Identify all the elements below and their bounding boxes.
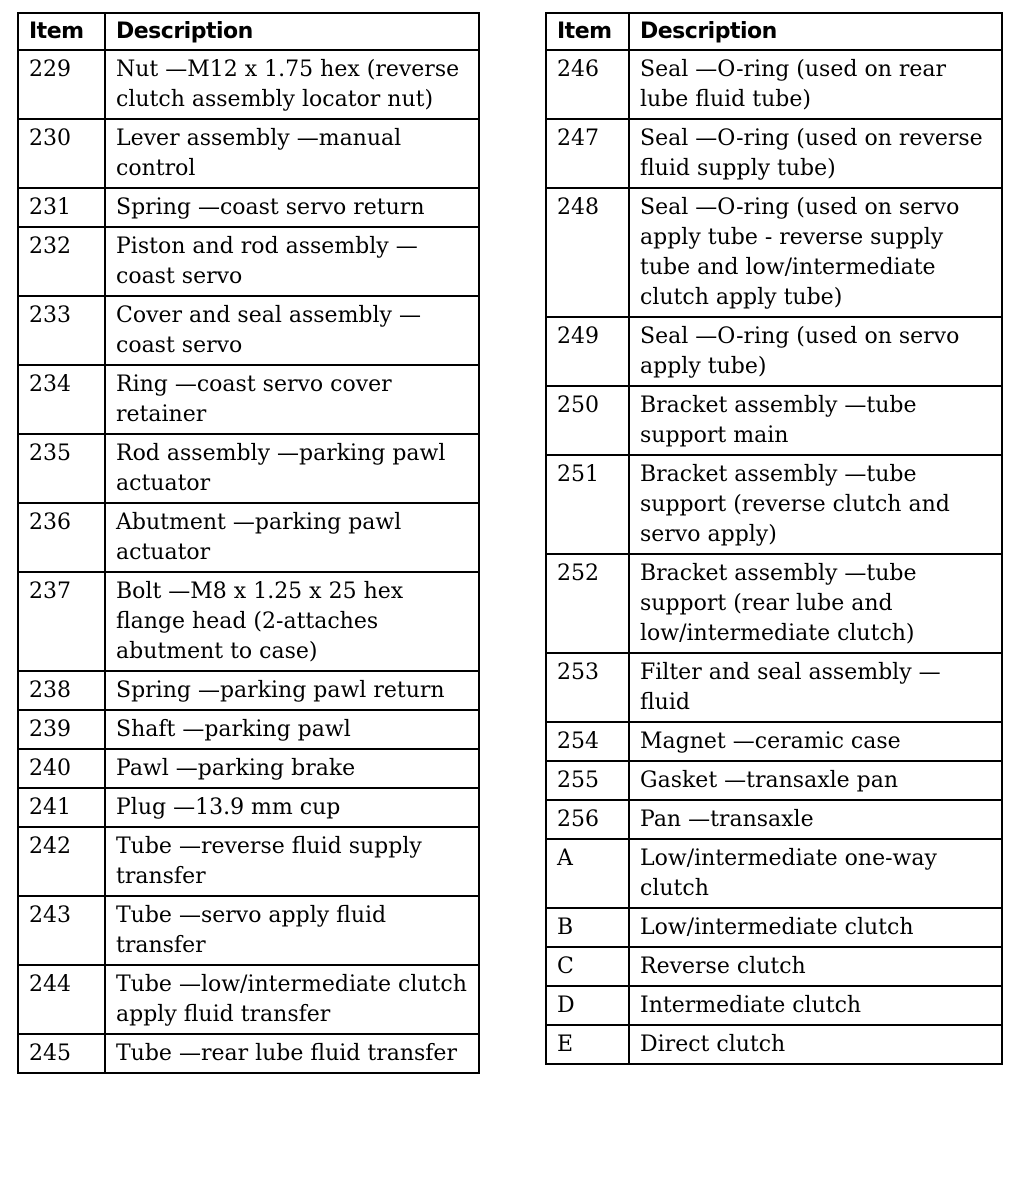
table-row: [546, 119, 1002, 188]
item-number: 254: [546, 722, 629, 761]
table-row: [18, 788, 479, 827]
column-header-item: Item: [18, 13, 105, 50]
item-description: Tube —servo apply fluid transfer: [105, 896, 479, 965]
item-number: E: [546, 1025, 629, 1064]
item-number: 241: [18, 788, 105, 827]
item-number: 253: [546, 653, 629, 722]
item-number: 243: [18, 896, 105, 965]
item-number: 244: [18, 965, 105, 1034]
item-description: Rod assembly —parking pawl actuator: [105, 434, 479, 503]
item-description: Bracket assembly —tube support main: [629, 386, 1002, 455]
item-description: Magnet —ceramic case: [629, 722, 1002, 761]
table-row: [546, 908, 1002, 947]
item-number: 250: [546, 386, 629, 455]
item-number: D: [546, 986, 629, 1025]
item-description: Tube —rear lube fluid transfer: [105, 1034, 479, 1073]
item-description: Plug —13.9 mm cup: [105, 788, 479, 827]
item-description: Pawl —parking brake: [105, 749, 479, 788]
parts-table-right: [545, 12, 1003, 1065]
item-description: Piston and rod assembly — coast servo: [105, 227, 479, 296]
item-description: Gasket —transaxle pan: [629, 761, 1002, 800]
item-description: Direct clutch: [629, 1025, 1002, 1064]
item-description: Seal —O-ring (used on servo apply tube - reverse supply tube and low/intermediate clutch apply tube): [629, 188, 1002, 317]
item-number: 229: [18, 50, 105, 119]
table-row: [546, 386, 1002, 455]
item-number: 255: [546, 761, 629, 800]
item-number: 239: [18, 710, 105, 749]
item-description: Spring —coast servo return: [105, 188, 479, 227]
item-number: 234: [18, 365, 105, 434]
item-number: C: [546, 947, 629, 986]
item-description: Bracket assembly —tube support (reverse clutch and servo apply): [629, 455, 1002, 554]
item-number: 256: [546, 800, 629, 839]
item-description: Seal —O-ring (used on servo apply tube): [629, 317, 1002, 386]
column-header-description: Description: [105, 13, 479, 50]
item-number: 249: [546, 317, 629, 386]
item-description: Abutment —parking pawl actuator: [105, 503, 479, 572]
item-description: Spring —parking pawl return: [105, 671, 479, 710]
table-row: [18, 827, 479, 896]
item-description: Intermediate clutch: [629, 986, 1002, 1025]
table-row: [546, 455, 1002, 554]
item-description: Bolt —M8 x 1.25 x 25 hex flange head (2-attaches abutment to case): [105, 572, 479, 671]
item-description: Lever assembly —manual control: [105, 119, 479, 188]
table-row: [18, 188, 479, 227]
table-row: [546, 50, 1002, 119]
item-number: 233: [18, 296, 105, 365]
table-row: [18, 119, 479, 188]
item-description: Seal —O-ring (used on reverse fluid supply tube): [629, 119, 1002, 188]
table-row: [18, 434, 479, 503]
item-description: Cover and seal assembly — coast servo: [105, 296, 479, 365]
item-number: 252: [546, 554, 629, 653]
table-row: [18, 965, 479, 1034]
table-row: [546, 1025, 1002, 1064]
item-number: 235: [18, 434, 105, 503]
item-number: A: [546, 839, 629, 908]
table-row: [546, 800, 1002, 839]
item-number: 231: [18, 188, 105, 227]
item-number: B: [546, 908, 629, 947]
table-row: [546, 986, 1002, 1025]
item-description: Pan —transaxle: [629, 800, 1002, 839]
table-row: [18, 296, 479, 365]
item-number: 246: [546, 50, 629, 119]
item-description: Reverse clutch: [629, 947, 1002, 986]
item-number: 230: [18, 119, 105, 188]
table-row: [18, 710, 479, 749]
item-description: Bracket assembly —tube support (rear lube and low/intermediate clutch): [629, 554, 1002, 653]
column-header-item: Item: [546, 13, 629, 50]
table-row: [18, 50, 479, 119]
item-number: 248: [546, 188, 629, 317]
item-number: 247: [546, 119, 629, 188]
item-number: 236: [18, 503, 105, 572]
table-row: [546, 839, 1002, 908]
table-row: [546, 188, 1002, 317]
table-row: [546, 554, 1002, 653]
table-row: [18, 1034, 479, 1073]
item-number: 251: [546, 455, 629, 554]
item-description: Nut —M12 x 1.75 hex (reverse clutch assembly locator nut): [105, 50, 479, 119]
item-number: 245: [18, 1034, 105, 1073]
table-row: [546, 317, 1002, 386]
item-description: Low/intermediate one-way clutch: [629, 839, 1002, 908]
item-description: Seal —O-ring (used on rear lube fluid tube): [629, 50, 1002, 119]
item-description: Low/intermediate clutch: [629, 908, 1002, 947]
table-row: [546, 653, 1002, 722]
item-description: Filter and seal assembly — fluid: [629, 653, 1002, 722]
table-row: [18, 896, 479, 965]
item-description: Tube —reverse fluid supply transfer: [105, 827, 479, 896]
header-row: [18, 13, 479, 50]
item-description: Tube —low/intermediate clutch apply fluid transfer: [105, 965, 479, 1034]
item-description: Ring —coast servo cover retainer: [105, 365, 479, 434]
item-number: 240: [18, 749, 105, 788]
item-description: Shaft —parking pawl: [105, 710, 479, 749]
item-number: 242: [18, 827, 105, 896]
table-row: [18, 227, 479, 296]
table-row: [18, 671, 479, 710]
parts-table-left: [17, 12, 480, 1074]
item-number: 238: [18, 671, 105, 710]
table-row: [546, 761, 1002, 800]
header-row: [546, 13, 1002, 50]
table-row: [18, 749, 479, 788]
table-row: [546, 722, 1002, 761]
table-row: [546, 947, 1002, 986]
column-header-description: Description: [629, 13, 1002, 50]
table-row: [18, 503, 479, 572]
table-row: [18, 365, 479, 434]
table-row: [18, 572, 479, 671]
item-number: 232: [18, 227, 105, 296]
item-number: 237: [18, 572, 105, 671]
